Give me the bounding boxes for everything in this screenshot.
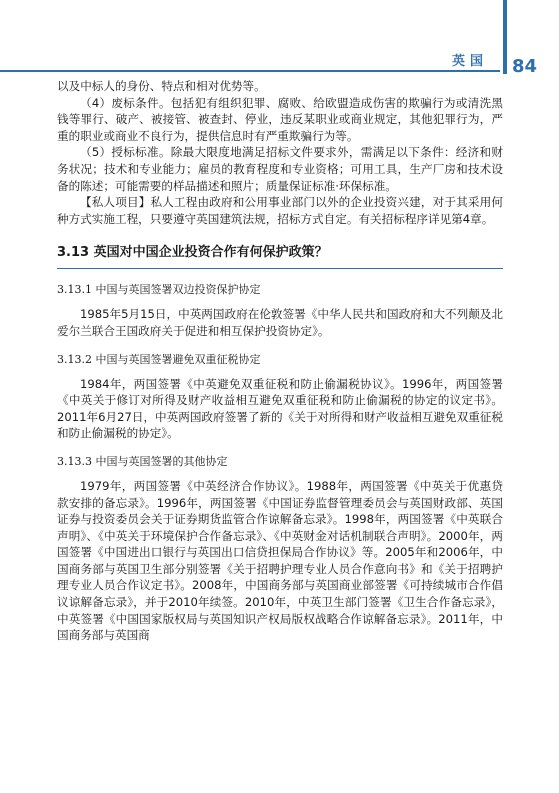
section-heading: 3.13 英国对中国企业投资合作有何保护政策？ [57, 245, 328, 261]
header-country-label: 英国 [452, 54, 489, 69]
subsection-heading: 3.13.1 中国与英国签署双边投资保护协定 [57, 283, 261, 297]
body-paragraph: 1979年，两国签署《中英经济合作协议》。1988年，两国签署《中英关于优惠贷款安排的备忘录》。1996年，两国签署《中国证券监督管理委员会与英国财政部、英国证券与投资委员会关于证券期货监管合作谅解备忘录》。1998年，两国签署《中英联合声明》、《中英关于环境保护合作备忘录》、《中英财金对话机制联合声明》。2000年，两国签署《中国进出口银行与英国出口信贷担保局合作协议》等。2005年和2006年，中国商务部与英国卫生部分别签署《关于招聘护理专业人员合作意向书》和《关于招聘护理专业人员合作议定书》。2008年，中国商务部与英国商业部签署《可持续城市合作倡议谅解备忘录》，并于2010年续签。2010年，中英卫生部门签署《卫生合作备忘录》，中英签署《中国国家版权局与英国知识产权局版权战略合作谅解备忘录》。2011年，中国商务部与英国商 [57, 478, 503, 643]
body-paragraph: （5）授标标准。除最大限度地满足招标文件要求外，需满足以下条件：经济和财务状况；技术和专业能力；雇员的教育程度和专业资格；可用工具，生产厂房和技术设备的陈述；可能需要的样品描述和照片；质量保证标准·环保标准。 [57, 145, 503, 193]
page-body [57, 78, 503, 644]
subsection-heading: 3.13.3 中国与英国签署的其他协定 [57, 454, 228, 468]
body-paragraph: 【私人项目】私人工程由政府和公用事业部门以外的企业投资兴建，对于其采用何种方式实施工程，只要遵守英国建筑法规，招标方式自定。有关招标程序详见第4章。 [57, 195, 503, 226]
body-paragraph: 1985年5月15日，中英两国政府在伦敦签署《中华人民共和国政府和大不列颠及北爱尔兰联合王国政府关于促进和相互保护投资协定》。 [57, 307, 503, 338]
body-paragraph: 1984年，两国签署《中英避免双重征税和防止偷漏税协议》。1996年，两国签署《中英关于修订对所得及财产收益相互避免双重征税和防止偷漏税的协定的议定书》。2011年6月27日，中英两国政府签署了新的《关于对所得和财产收益相互避免双重征税和防止偷漏税的协定》。 [57, 376, 503, 441]
body-paragraph: （4）废标条件。包括犯有组织犯罪、腐败、给欧盟造成伤害的欺骗行为或清洗黑钱等罪行、破产、被接管、被查封、停业，违反某职业或商业规定，其他犯罪行为，严重的职业或商业不良行为，提供信息时有严重欺骗行为等。 [57, 95, 503, 143]
header-rule [0, 70, 500, 72]
subsection-heading: 3.13.2 中国与英国签署避免双重征税协定 [57, 352, 261, 366]
page-header [0, 0, 559, 80]
page-number: 84 [512, 56, 538, 77]
body-paragraph: 以及中标人的身份、特点和相对优势等。 [57, 79, 266, 93]
header-accent-bar [503, 0, 507, 74]
section-rule [57, 268, 503, 269]
